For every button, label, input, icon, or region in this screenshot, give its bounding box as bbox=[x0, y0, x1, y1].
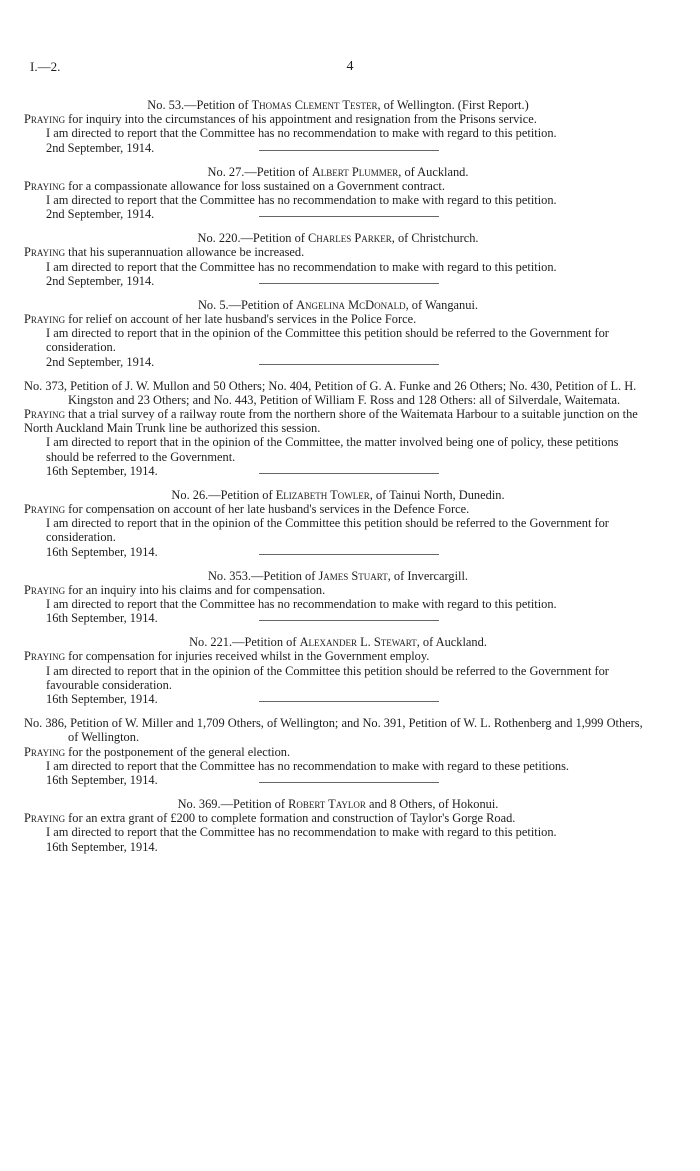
petitions-list bbox=[24, 98, 652, 864]
petition-date: 16th September, 1914. bbox=[46, 611, 158, 626]
petition-date-line bbox=[24, 773, 652, 789]
petition-entry bbox=[24, 569, 652, 628]
petition-title: No. 221.—Petition of Alexander L. Stewart, of Auckland. bbox=[189, 635, 487, 650]
separator-rule bbox=[259, 283, 439, 284]
petitioner-name: Angelina McDonald bbox=[296, 297, 406, 312]
petition-entry bbox=[24, 298, 652, 371]
petitioner-name: James Stuart bbox=[318, 568, 388, 583]
petition-date-line bbox=[24, 840, 652, 856]
petition-date-line bbox=[24, 141, 652, 157]
page-header bbox=[30, 60, 670, 76]
petition-title: No. 220.—Petition of Charles Parker, of Christchurch. bbox=[197, 231, 479, 246]
petition-praying: Praying for inquiry into the circumstances of his appointment and resignation from the Prisons service. bbox=[24, 112, 537, 127]
separator-rule bbox=[259, 473, 439, 474]
petition-report: I am directed to report that in the opinion of the Committee this petition should be referred to the Government for consideration. bbox=[46, 326, 609, 355]
page-reference: I.—2. bbox=[30, 59, 61, 74]
petition-report: I am directed to report that the Committee has no recommendation to make with regard to these petitions. bbox=[46, 758, 570, 773]
petition-praying: Praying for compensation on account of her late husband's services in the Defence Force. bbox=[24, 502, 470, 517]
petition-group-title: No. 373, Petition of J. W. Mullon and 50 Others; No. 404, Petition of G. A. Funke and 26 Others; No. 430, Petition of L. H. Kingston and 23 Others; and No. 443, Petition of William F. Ross and 128 Others: all of Silverdale, Waitemata. bbox=[24, 378, 637, 407]
petition-praying: Praying for compensation for injuries received whilst in the Government employ. bbox=[24, 649, 430, 664]
petition-entry bbox=[24, 98, 652, 157]
petition-date-line bbox=[24, 611, 652, 627]
petition-praying: Praying for the postponement of the general election. bbox=[24, 744, 291, 759]
petition-title: No. 26.—Petition of Elizabeth Towler, of Tainui North, Dunedin. bbox=[171, 487, 505, 502]
petitioner-name: Albert Plummer bbox=[311, 164, 399, 179]
petition-entry bbox=[24, 165, 652, 224]
petition-date: 2nd September, 1914. bbox=[46, 354, 155, 369]
separator-rule bbox=[259, 554, 439, 555]
petitioner-name: Elizabeth Towler bbox=[275, 487, 370, 502]
petition-entry bbox=[24, 797, 652, 856]
petition-report: I am directed to report that the Committee has no recommendation to make with regard to this petition. bbox=[46, 259, 557, 274]
petition-praying: Praying for relief on account of her late husband's services in the Police Force. bbox=[24, 312, 417, 327]
petition-report: I am directed to report that the Committee has no recommendation to make with regard to this petition. bbox=[46, 597, 557, 612]
separator-rule bbox=[259, 216, 439, 217]
petition-date-line bbox=[24, 355, 652, 371]
petition-report: I am directed to report that in the opinion of the Committee, the matter involved being one of policy, these petitions should be referred to the Government. bbox=[46, 435, 619, 464]
page-number: 4 bbox=[346, 59, 354, 74]
petition-title: No. 353.—Petition of James Stuart, of Invercargill. bbox=[207, 568, 469, 583]
petition-date: 16th September, 1914. bbox=[46, 839, 158, 854]
petition-date: 16th September, 1914. bbox=[46, 692, 158, 707]
petition-date-line bbox=[24, 464, 652, 480]
petition-praying: Praying for an extra grant of £200 to complete formation and construction of Taylor's Gorge Road. bbox=[24, 811, 516, 826]
petition-date: 2nd September, 1914. bbox=[46, 140, 155, 155]
petition-date: 2nd September, 1914. bbox=[46, 207, 155, 222]
petition-date-line bbox=[24, 274, 652, 290]
petitioner-name: Charles Parker bbox=[308, 231, 392, 246]
petition-date: 2nd September, 1914. bbox=[46, 273, 155, 288]
separator-rule bbox=[259, 150, 439, 151]
petition-date-line bbox=[24, 545, 652, 561]
petition-entry bbox=[24, 379, 652, 480]
petition-date: 16th September, 1914. bbox=[46, 772, 158, 787]
petition-report: I am directed to report that in the opinion of the Committee this petition should be referred to the Government for consideration. bbox=[46, 516, 609, 545]
petitioner-name: Robert Taylor bbox=[288, 796, 366, 811]
petition-date: 16th September, 1914. bbox=[46, 463, 158, 478]
separator-rule bbox=[259, 364, 439, 365]
petition-entry bbox=[24, 716, 652, 789]
petition-report: I am directed to report that the Committee has no recommendation to make with regard to this petition. bbox=[46, 126, 557, 141]
petition-praying: Praying for an inquiry into his claims and for compensation. bbox=[24, 582, 326, 597]
petitioner-name: Alexander L. Stewart bbox=[299, 635, 417, 650]
petition-title: No. 5.—Petition of Angelina McDonald, of Wanganui. bbox=[197, 297, 478, 312]
petition-date: 16th September, 1914. bbox=[46, 544, 158, 559]
separator-rule bbox=[259, 782, 439, 783]
petition-report: I am directed to report that the Committee has no recommendation to make with regard to this petition. bbox=[46, 193, 557, 208]
separator-rule bbox=[259, 620, 439, 621]
petition-date-line bbox=[24, 692, 652, 708]
petition-entry bbox=[24, 488, 652, 561]
petition-entry bbox=[24, 635, 652, 708]
petition-praying: Praying for a compassionate allowance for loss sustained on a Government contract. bbox=[24, 178, 445, 193]
petitioner-name: Thomas Clement Tester bbox=[251, 98, 378, 112]
petition-report: I am directed to report that in the opinion of the Committee this petition should be referred to the Government for favourable consideration. bbox=[46, 663, 609, 692]
petition-entry bbox=[24, 231, 652, 290]
petition-group-title: No. 386, Petition of W. Miller and 1,709 Others, of Wellington; and No. 391, Petition of W. L. Rothenberg and 1,999 Others, of Wellington. bbox=[24, 716, 643, 745]
petition-date-line bbox=[24, 207, 652, 223]
petition-report: I am directed to report that the Committee has no recommendation to make with regard to this petition. bbox=[46, 825, 557, 840]
petition-title: No. 369.—Petition of Robert Taylor and 8 Others, of Hokonui. bbox=[177, 796, 499, 811]
petition-title: No. 27.—Petition of Albert Plummer, of Auckland. bbox=[207, 164, 469, 179]
petition-title: No. 53.—Petition of Thomas Clement Tester, of Wellington. (First Report.) bbox=[147, 98, 529, 112]
separator-rule bbox=[259, 701, 439, 702]
petition-praying: Praying that his superannuation allowance be increased. bbox=[24, 245, 305, 260]
petition-praying: Praying that a trial survey of a railway route from the northern shore of the Waitemata Harbour to a suitable junction on the North Auckland Main Trunk line be authorized this session. bbox=[24, 407, 638, 436]
